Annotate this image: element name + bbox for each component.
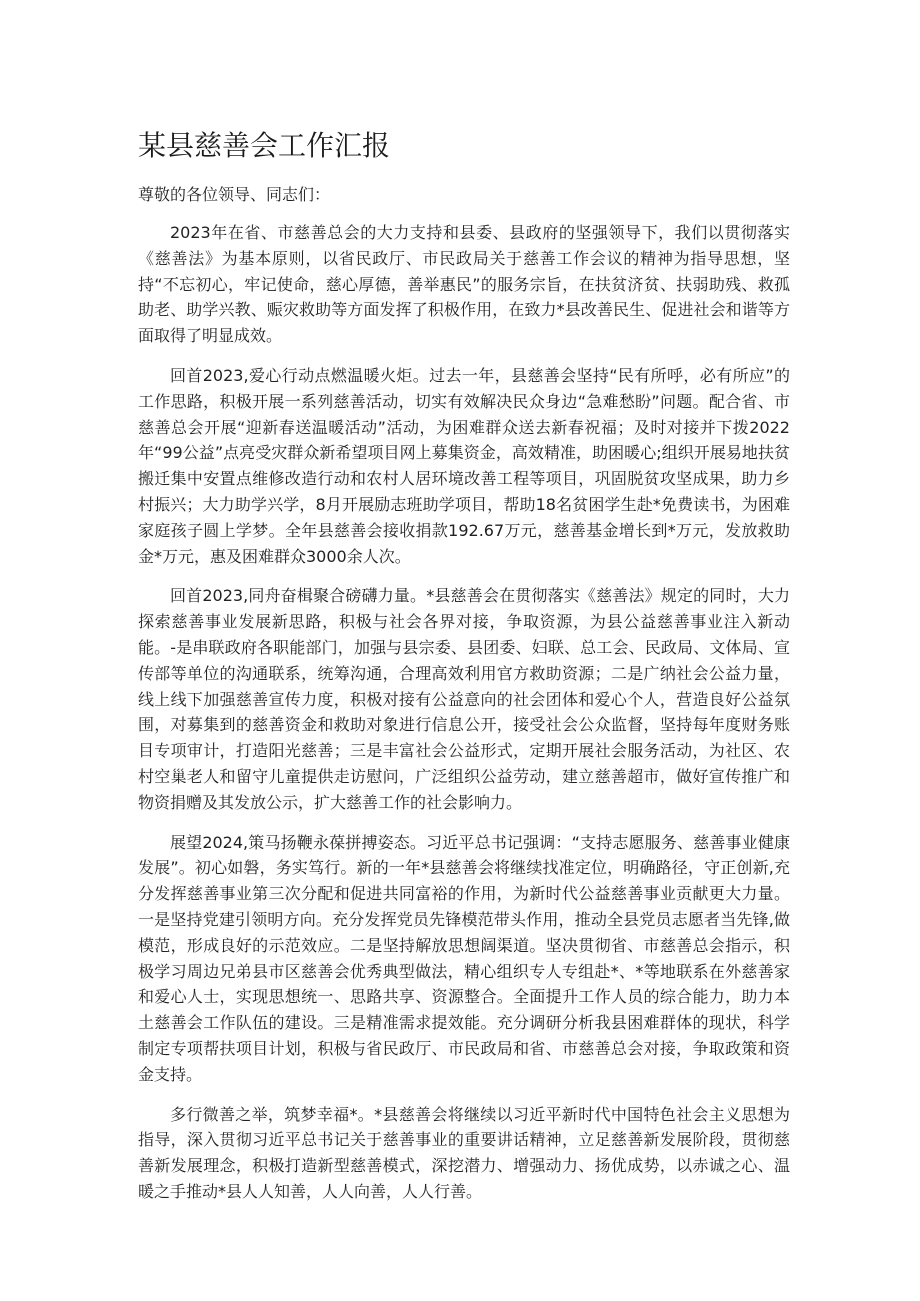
paragraph-outlook-2024: 展望2024,策马扬鞭永葆拼搏姿态。习近平总书记强调：“支持志愿服务、慈善事业健康发展”。初心如磐，务实笃行。新的一年*县慈善会将继续找准定位，明确路径，守正创新,充分发挥慈善事业第三次分配和促进共同富裕的作用，为新时代公益慈善事业贡献更大力量。一是坚持党建引领明方向。充分发挥党员先锋模范带头作用，推动全县党员志愿者当先锋,做模范，形成良好的示范效应。二是坚持解放思想阔渠道。坚决贯彻省、市慈善总会指示，积极学习周边兄弟县市区慈善会优秀典型做法，精心组织专人专组赴*、*等地联系在外慈善家和爱心人士，实现思想统一、思路共享、资源整合。全面提升工作人员的综合能力，助力本土慈善会工作队伍的建设。三是精准需求提效能。充分调研分析我县困难群体的现状，科学制定专项帮扶项目计划，积极与省民政厅、市民政局和省、市慈善总会对接，争取政策和资金支持。 <box>138 832 790 1084</box>
paragraph-intro: 2023年在省、市慈善总会的大力支持和县委、县政府的坚强领导下，我们以贯彻落实《慈善法》为基本原则，以省民政厅、市民政局关于慈善工作会议的精神为指导思想，坚持“不忘初心，牢记使命，慈心厚德，善举惠民”的服务宗旨，在扶贫济贫、扶弱助残、救孤助老、助学兴教、赈灾救助等方面发挥了积极作用，在致力*县改善民生、促进社会和谐等方面取得了明显成效。 <box>138 223 790 346</box>
document-title: 某县慈善会工作汇报 <box>138 129 391 162</box>
paragraph-review-joint-effort: 回首2023,同舟奋楫聚合磅礴力量。*县慈善会在贯彻落实《慈善法》规定的同时，大力探索慈善事业发展新思路，积极与社会各界对接，争取资源，为县公益慈善事业注入新动能。-是串联政府各职能部门，加强与县宗委、县团委、妇联、总工会、民政局、文体局、宣传部等单位的沟通联系，统筹沟通，合理高效利用官方救助资源；二是广纳社会公益力量，线上线下加强慈善宣传力度，积极对接有公益意向的社会团体和爱心个人，营造良好公益氛围，对募集到的慈善资金和救助对象进行信息公开，接受社会公众监督，坚持每年度财务账目专项审计，打造阳光慈善；三是丰富社会公益形式，定期开展社会服务活动，为社区、农村空巢老人和留守儿童提供走访慰问，广泛组织公益劳动，建立慈善超市，做好宣传推广和物资捐赠及其发放公示，扩大慈善工作的社会影响力。 <box>138 586 790 812</box>
document-body <box>138 128 790 1219</box>
paragraph-conclusion: 多行微善之举，筑梦幸福*。*县慈善会将继续以习近平新时代中国特色社会主义思想为指导，深入贯彻习近平总书记关于慈善事业的重要讲话精神，立足慈善新发展阶段，贯彻慈善新发展理念，积极打造新型慈善模式，深挖潜力、增强动力、扬优成势，以赤诚之心、温暖之手推动*县人人知善，人人向善，人人行善。 <box>138 1104 790 1201</box>
paragraph-review-love-action: 回首2023,爱心行动点燃温暖火炬。过去一年，县慈善会坚持“民有所呼，必有所应”的工作思路，积极开展一系列慈善活动，切实有效解决民众身边“急难愁盼”问题。配合省、市慈善总会开展“迎新春送温暖活动”活动，为困难群众送去新春祝福；及时对接并下拨2022年“99公益”点亮受灾群众新希望项目网上募集资金，高效精准，助困暖心;组织开展易地扶贫搬迁集中安置点维修改造行动和农村人居环境改善工程等项目，巩固脱贫攻坚成果，助力乡村振兴；大力助学兴学，8月开展励志班助学项目，帮助18名贫困学生赴*免费读书，为困难家庭孩子圆上学梦。全年县慈善会接收捐款192.67万元，慈善基金增长到*万元，发放救助金*万元，惠及困难群众3000余人次。 <box>138 365 790 566</box>
salutation: 尊敬的各位领导、同志们： <box>138 185 331 204</box>
